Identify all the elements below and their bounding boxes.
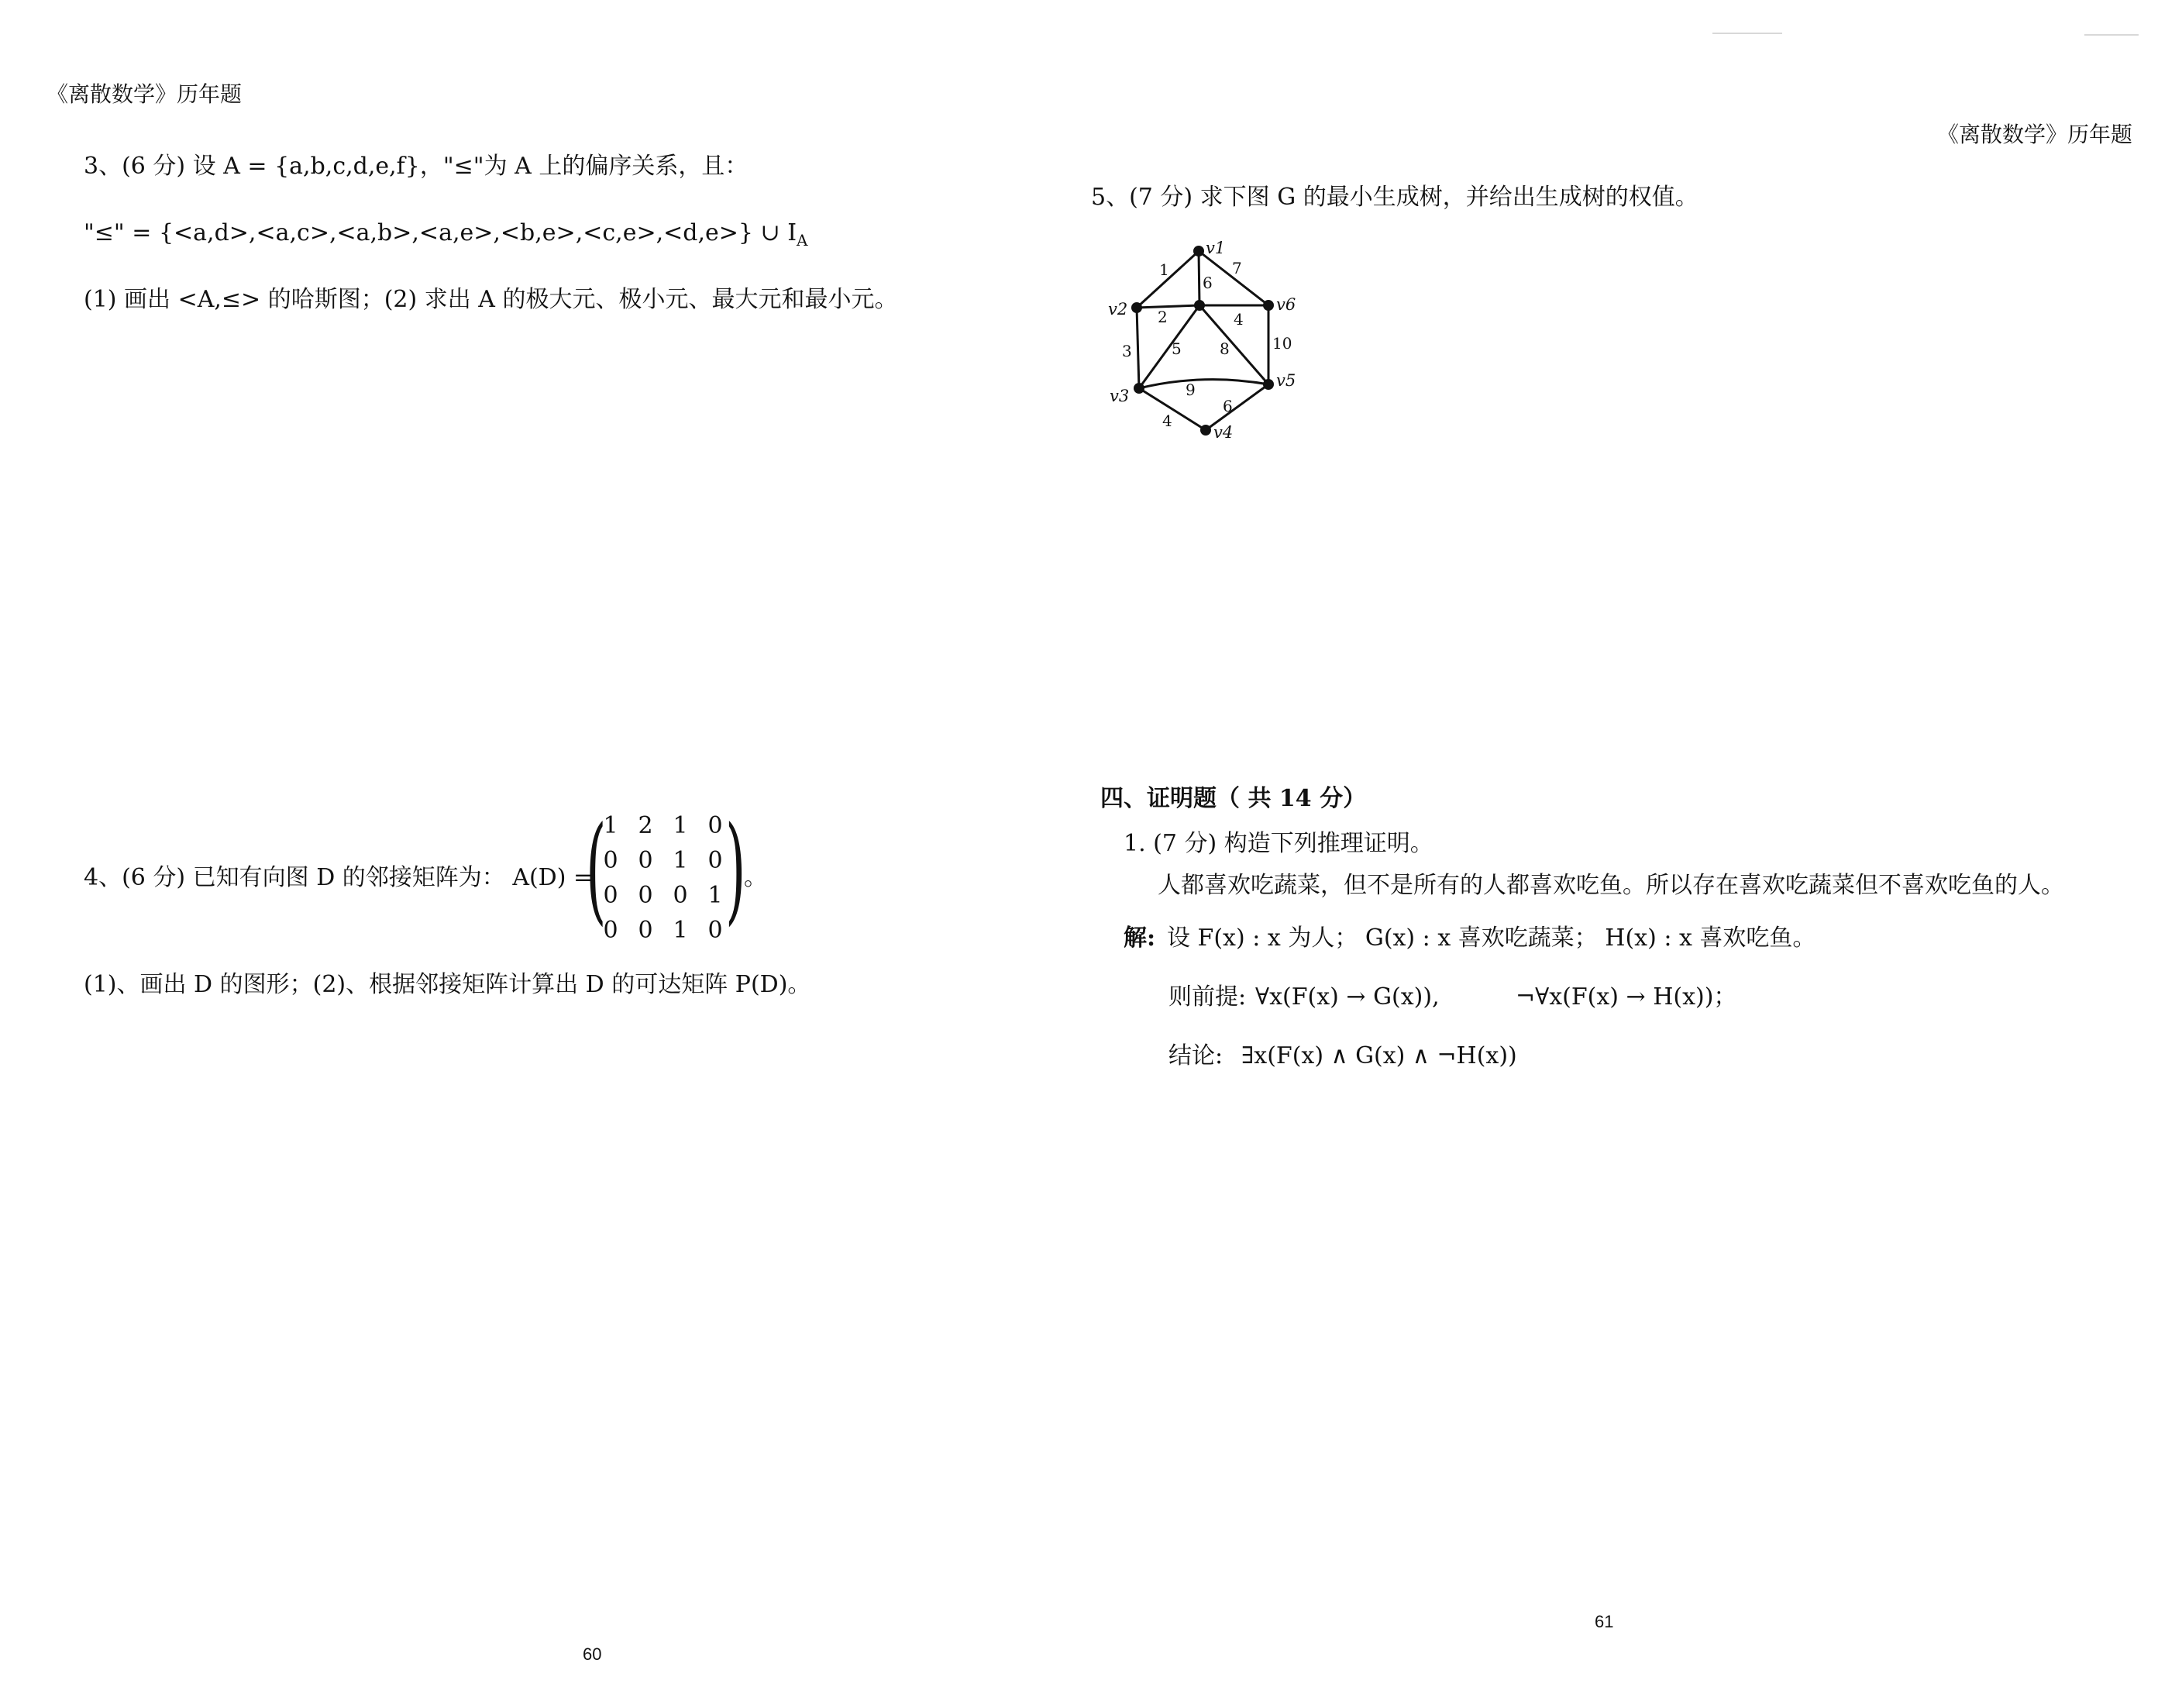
edge-v3-v4 xyxy=(1139,388,1206,430)
q3-line1: 3、(6 分) 设 A = {a,b,c,d,e,f}，"≤"为 A 上的偏序关系，且： xyxy=(84,153,749,180)
weight-c-v5: 8 xyxy=(1220,339,1230,358)
matrix-cell: 0 xyxy=(603,917,618,944)
vertex-v6 xyxy=(1263,300,1274,311)
section4-title: 四、证明题（ 共 14 分） xyxy=(1100,785,1367,812)
matrix-cell: 0 xyxy=(603,882,618,909)
solution-label: 解: xyxy=(1124,925,1156,952)
vertex-v2 xyxy=(1131,302,1142,313)
vertex-v4 xyxy=(1200,425,1211,436)
label-v5: v5 xyxy=(1276,371,1296,390)
weight-v4-v5: 6 xyxy=(1223,397,1233,415)
matrix-cell: 0 xyxy=(638,882,653,909)
weight-c-v6: 4 xyxy=(1234,310,1244,329)
premise-1: ∀x(F(x) → G(x)), xyxy=(1255,983,1440,1011)
weight-v3-v4: 4 xyxy=(1162,412,1172,430)
right-page-number: 61 xyxy=(1595,1612,1614,1631)
weight-v6-v5: 10 xyxy=(1272,334,1292,353)
weight-v1-v2: 1 xyxy=(1159,260,1169,279)
edge-v1-v2 xyxy=(1137,251,1199,308)
matrix-cell: 0 xyxy=(603,847,618,874)
matrix-cell: 2 xyxy=(638,812,653,839)
left-page-number: 60 xyxy=(583,1644,602,1664)
matrix-cell: 1 xyxy=(673,917,688,944)
weight-c-v3: 5 xyxy=(1172,339,1182,358)
vertex-center xyxy=(1194,300,1205,311)
right-page-header: 《离散数学》历年题 xyxy=(1937,122,2133,147)
matrix-cell: 0 xyxy=(638,917,653,944)
matrix-cell: 0 xyxy=(707,812,723,839)
label-v3: v3 xyxy=(1110,387,1130,405)
matrix-right-paren: ) xyxy=(725,802,746,937)
weight-v2-c: 2 xyxy=(1158,308,1168,326)
matrix-left-paren: ( xyxy=(586,802,607,937)
label-v6: v6 xyxy=(1276,295,1296,314)
label-v1: v1 xyxy=(1206,239,1226,257)
q3-line3: (1) 画出 <A,≤> 的哈斯图；(2) 求出 A 的极大元、极小元、最大元和最小元。 xyxy=(84,286,898,313)
adjacency-matrix xyxy=(595,811,735,950)
solution-text: 设 F(x) : x 为人； G(x) : x 喜欢吃蔬菜； H(x) : x 喜欢吃鱼。 xyxy=(1167,925,1816,952)
premise-label: 则前提: xyxy=(1168,983,1247,1011)
q4-line2: (1)、画出 D 的图形；(2)、根据邻接矩阵计算出 D 的可达矩阵 P(D)。 xyxy=(84,971,811,998)
matrix-cell: 1 xyxy=(673,847,688,874)
vertex-v3 xyxy=(1134,383,1144,394)
matrix-cell: 1 xyxy=(707,882,723,909)
matrix-cell: 1 xyxy=(673,812,688,839)
weight-v2-v3: 3 xyxy=(1122,342,1132,360)
q3-relation-subscript: A xyxy=(797,231,808,250)
scan-mark xyxy=(1712,33,1782,34)
weight-v1-v6: 7 xyxy=(1232,259,1242,277)
edge-c-v3 xyxy=(1139,305,1199,388)
conclusion-label: 结论: xyxy=(1168,1042,1224,1069)
edge-v2-v3 xyxy=(1137,308,1139,388)
premise-2: ¬∀x(F(x) → H(x))； xyxy=(1516,983,1737,1011)
weight-v1-c: 6 xyxy=(1203,274,1213,292)
section4-q1: 1. (7 分) 构造下列推理证明。 xyxy=(1124,830,1433,857)
vertex-v1 xyxy=(1193,246,1204,257)
q5-text: 5、(7 分) 求下图 G 的最小生成树，并给出生成树的权值。 xyxy=(1091,184,1698,211)
label-v4: v4 xyxy=(1213,423,1234,442)
section4-statement: 人都喜欢吃蔬菜，但不是所有的人都喜欢吃鱼。所以存在喜欢吃蔬菜但不喜欢吃鱼的人。 xyxy=(1158,872,2064,899)
matrix-cell: 0 xyxy=(673,882,688,909)
label-v2: v2 xyxy=(1108,300,1128,319)
vertex-v5 xyxy=(1263,379,1274,390)
q3-relation: "≤" = {<a,d>,<a,c>,<a,b>,<a,e>,<b,e>,<c,e>,<d,e>} ∪ I xyxy=(84,219,797,246)
left-page-header: 《离散数学》历年题 xyxy=(46,81,243,107)
matrix-cell: 0 xyxy=(707,917,723,944)
graph-g xyxy=(1108,236,1333,453)
q3-line2 xyxy=(84,219,808,255)
edge-v3-v5 xyxy=(1139,380,1268,388)
scan-mark xyxy=(2084,34,2139,36)
matrix-cell: 0 xyxy=(707,847,723,874)
edge-v2-c xyxy=(1137,305,1199,308)
q4-prefix: 4、(6 分) 已知有向图 D 的邻接矩阵为： A(D) = xyxy=(84,864,594,891)
matrix-cell: 1 xyxy=(603,812,618,839)
matrix-cell: 0 xyxy=(638,847,653,874)
conclusion: ∃x(F(x) ∧ G(x) ∧ ¬H(x)) xyxy=(1241,1042,1517,1069)
q4-suffix: 。 xyxy=(744,864,767,891)
weight-v3-v5: 9 xyxy=(1186,381,1196,399)
